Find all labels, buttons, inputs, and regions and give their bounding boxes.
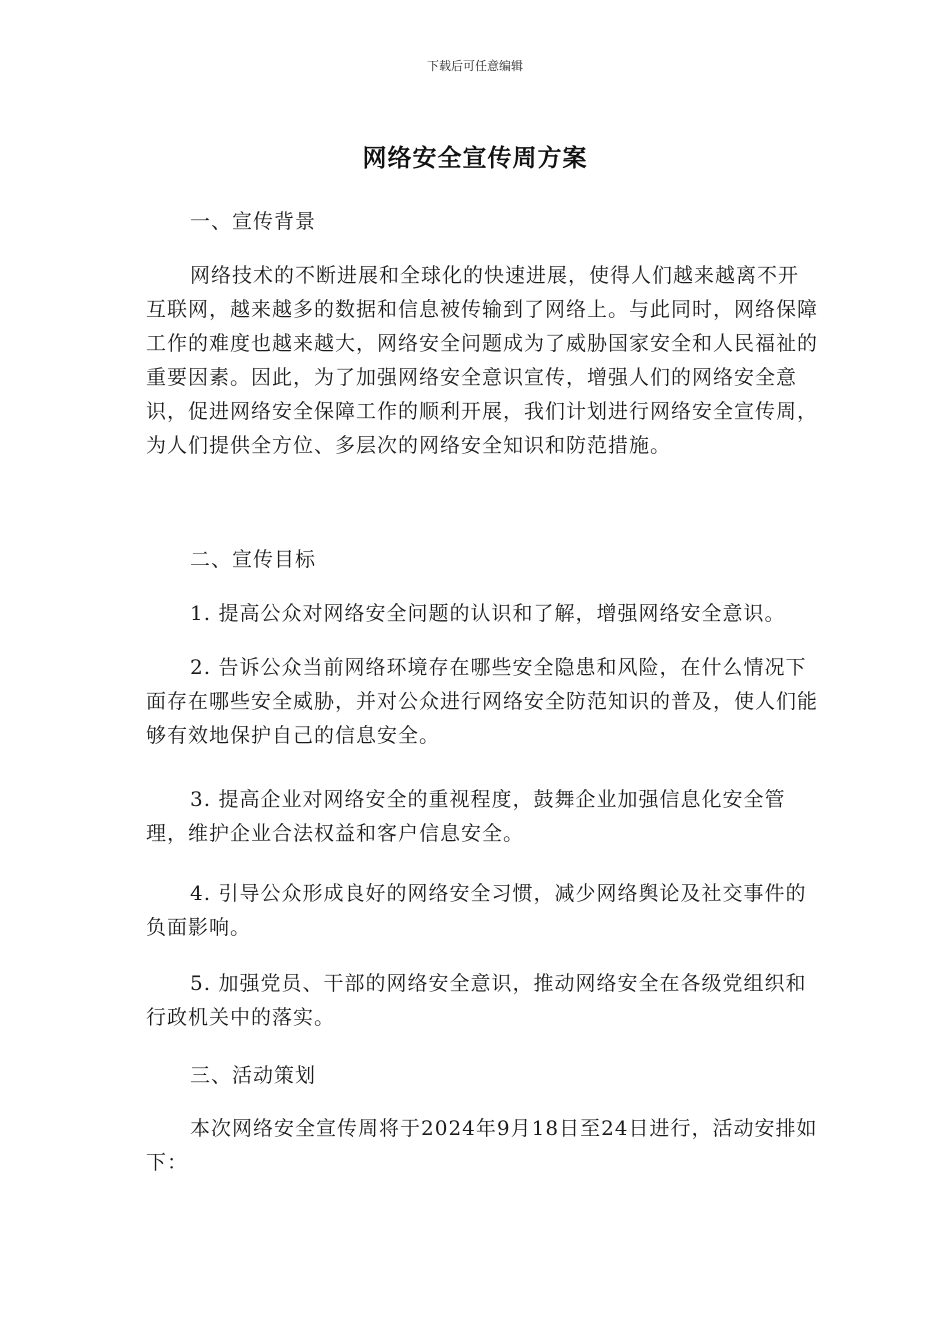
section-paragraph-planning (146, 1111, 818, 1179)
document-title: 网络安全宣传周方案 (362, 144, 588, 172)
goal-item (146, 966, 818, 1034)
goal-text: 5. 加强党员、干部的网络安全意识，推动网络安全在各级党组织和行政机关中的落实。 (146, 971, 807, 1029)
goal-text: 3. 提高企业对网络安全的重视程度，鼓舞企业加强信息化安全管理，维护企业合法权益和客户信息安全。 (146, 787, 786, 845)
goal-text: 4. 引导公众形成良好的网络安全习惯，减少网络舆论及社交事件的负面影响。 (146, 881, 807, 939)
goal-item (146, 876, 818, 944)
section-heading-planning: 三、活动策划 (190, 1063, 316, 1087)
goal-item (146, 782, 818, 850)
section-heading-background: 一、宣传背景 (190, 209, 316, 233)
paragraph-text: 本次网络安全宣传周将于2024年9月18日至24日进行，活动安排如下： (146, 1116, 818, 1174)
goal-text: 1. 提高公众对网络安全问题的认识和了解，增强网络安全意识。 (190, 601, 786, 625)
section-paragraph-background (146, 258, 818, 462)
header-note: 下载后可任意编辑 (426, 59, 523, 73)
section-heading-goals: 二、宣传目标 (190, 547, 316, 571)
goal-item (146, 596, 818, 630)
goal-text: 2. 告诉公众当前网络环境存在哪些安全隐患和风险，在什么情况下面存在哪些安全威胁，并对公众进行网络安全防范知识的普及，使人们能够有效地保护自己的信息安全。 (146, 655, 818, 747)
paragraph-text: 网络技术的不断进展和全球化的快速进展，使得人们越来越离不开互联网，越来越多的数据和信息被传输到了网络上。与此同时，网络保障工作的难度也越来越大，网络安全问题成为了威胁国家安全和人民福祉的重要因素。因此，为了加强网络安全意识宣传，增强人们的网络安全意识，促进网络安全保障工作的顺利开展，我们计划进行网络安全宣传周，为人们提供全方位、多层次的网络安全知识和防范措施。 (146, 263, 818, 457)
goal-item (146, 650, 818, 752)
